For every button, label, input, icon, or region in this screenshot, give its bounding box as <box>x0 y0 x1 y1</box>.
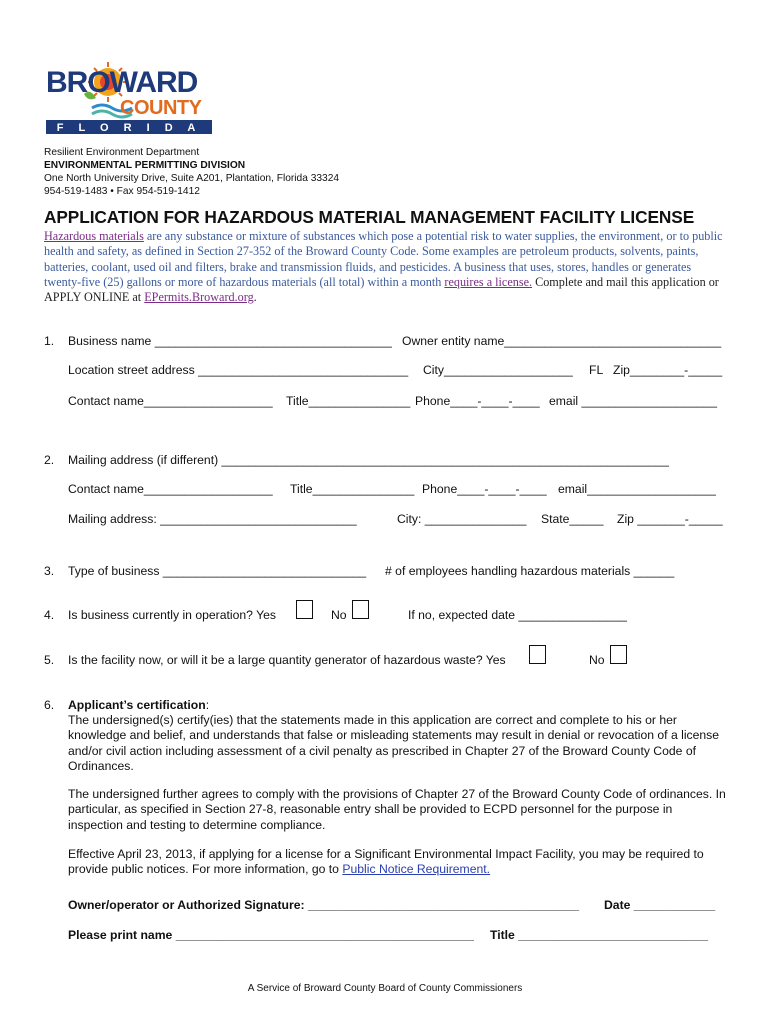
logo-text-florida: F L O R I D A <box>56 122 202 134</box>
intro-text-3: . <box>253 290 257 305</box>
business-type-field[interactable]: Type of business ______________________________ <box>68 564 367 578</box>
q4-number: 4. <box>44 608 55 622</box>
mailing-address-different-field[interactable]: Mailing address (if different) __________________________________________________________________ <box>68 453 669 467</box>
q1-phone-field[interactable]: Phone____-____-____ <box>415 394 540 408</box>
signature-date-field[interactable]: Date ____________ <box>604 898 716 912</box>
intro-text-2: Complete and mail this application or APPLY ONLINE at <box>44 274 719 305</box>
q4-question: Is business currently in operation? Yes <box>68 608 276 622</box>
footer-text: A Service of Broward County Board of County Commissioners <box>247 983 523 994</box>
q4-no-label: No <box>331 608 347 622</box>
certification-paragraph-1: The undersigned(s) certify(ies) that the statements made in this application are correct and complete to his or her knowledge and belief, and understands that false or misleading statements may result in denial or revocation of a license and/or civil action including assessment of a civil penalty as prescribed in Chapter 27 of the Broward County Code of Ordinances. <box>68 713 720 773</box>
intro-text-1: are any substance or mixture of substances which pose a potential risk to water supplies, the environment, or to public health and safety, as defined in Section 27-352 of the Broward County Code. Some examples are petroleum products, solvents, paints, batteries, coolant, used oil and filters, brake and transmission fluids, and pesticides. A business that uses, stores, handles or generates twenty-five (25) gallons or more of hazardous materials (all total) within a month <box>44 229 723 289</box>
q5-yes-checkbox[interactable] <box>529 645 546 664</box>
page-title: APPLICATION FOR HAZARDOUS MATERIAL MANAGEMENT FACILITY LICENSE <box>44 207 695 227</box>
print-title-field[interactable]: Title ____________________________ <box>490 928 709 942</box>
q2-phone-field[interactable]: Phone____-____-____ <box>422 482 547 496</box>
q1-zip-field[interactable]: Zip________-_____ <box>613 363 723 377</box>
department-address: One North University Drive, Suite A201, Plantation, Florida 33324 <box>44 173 340 184</box>
intro-paragraph <box>44 229 728 305</box>
hazardous-materials-link[interactable]: Hazardous materials <box>44 229 144 243</box>
q5-question: Is the facility now, or will it be a large quantity generator of hazardous waste? Yes <box>68 653 506 667</box>
employees-count-field[interactable]: # of employees handling hazardous materials ______ <box>385 564 675 578</box>
certification-heading <box>68 698 209 712</box>
department-name: Resilient Environment Department <box>44 147 200 158</box>
q2-mailing-address-field[interactable]: Mailing address: _____________________________ <box>68 512 357 526</box>
department-header <box>44 146 339 198</box>
q1-city-field[interactable]: City___________________ <box>423 363 573 377</box>
logo-text-broward: BROWARD <box>46 66 198 99</box>
epermits-link[interactable]: EPermits.Broward.org <box>144 290 254 305</box>
q5-no-checkbox[interactable] <box>610 645 627 664</box>
requires-license-link[interactable]: requires a license. <box>444 274 533 289</box>
certification-paragraph-3 <box>68 847 728 878</box>
q2-city-field[interactable]: City: _______________ <box>397 512 527 526</box>
q2-email-field[interactable]: email___________________ <box>558 482 716 496</box>
q6-number: 6. <box>44 698 55 712</box>
q2-number: 2. <box>44 453 55 467</box>
q2-title-field[interactable]: Title_______________ <box>290 482 415 496</box>
broward-county-logo <box>44 58 216 136</box>
q1-title-field[interactable]: Title_______________ <box>286 394 411 408</box>
q3-number: 3. <box>44 564 55 578</box>
public-notice-text: Effective April 23, 2013, if applying for a license for a Significant Environmental Impact Facility, you may be required to provide public notices. For more information, go to <box>68 847 704 877</box>
print-name-field[interactable]: Please print name ____________________________________________ <box>68 928 474 942</box>
q2-contact-name-field[interactable]: Contact name___________________ <box>68 482 273 496</box>
q5-no-label: No <box>589 653 605 667</box>
logo-text-county: COUNTY <box>120 97 202 119</box>
q2-zip-field[interactable]: Zip _______-_____ <box>617 512 723 526</box>
location-address-field[interactable]: Location street address _______________________________ <box>68 363 409 377</box>
business-name-field[interactable]: Business name ___________________________________ <box>68 334 392 348</box>
q5-number: 5. <box>44 653 55 667</box>
public-notice-link[interactable]: Public Notice Requirement. <box>342 862 491 877</box>
signature-field[interactable]: Owner/operator or Authorized Signature: ________________________________________ <box>68 898 580 912</box>
q1-contact-name-field[interactable]: Contact name___________________ <box>68 394 273 408</box>
division-name: ENVIRONMENTAL PERMITTING DIVISION <box>44 160 246 171</box>
department-phone: 954-519-1483 • Fax 954-519-1412 <box>44 186 200 197</box>
certification-heading-colon: : <box>205 698 210 712</box>
q1-email-field[interactable]: email ____________________ <box>549 394 718 408</box>
certification-heading-text: Applicant’s certification <box>68 698 206 712</box>
owner-entity-field[interactable]: Owner entity name________________________________ <box>402 334 722 348</box>
certification-paragraph-2: The undersigned further agrees to comply with the provisions of Chapter 27 of the Broward County Code of ordinances. In particular, as specified in Section 27-8, reasonable entry shall be provided to ECPD personnel for the purpose in inspection and testing to determine compliance. <box>68 787 726 832</box>
q4-yes-checkbox[interactable] <box>296 600 313 619</box>
q1-number: 1. <box>44 334 55 348</box>
q2-state-field[interactable]: State_____ <box>541 512 604 526</box>
q1-state-label: FL <box>589 363 604 377</box>
q4-no-checkbox[interactable] <box>352 600 369 619</box>
expected-date-field[interactable]: If no, expected date ________________ <box>408 608 627 622</box>
